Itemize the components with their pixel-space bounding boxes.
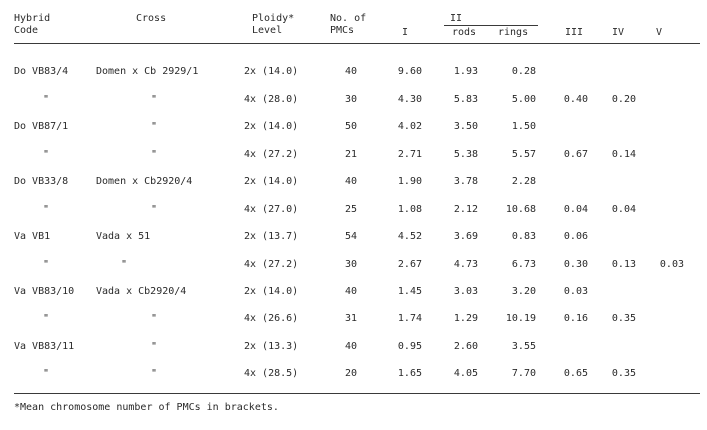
row-8-pmcs-cell: 30 <box>344 259 358 270</box>
row-10-pmcs-cell: 31 <box>344 313 358 324</box>
row-9-ploidy-cell: 2x (14.0) <box>244 286 299 297</box>
row-11-ploidy-cell: 2x (13.3) <box>244 341 299 352</box>
row-4-ploidy-cell: 4x (27.2) <box>244 149 299 160</box>
row-12-iii-cell: 0.65 <box>563 368 588 379</box>
row-1-cross-cell: Domen x Cb 2929/1 <box>96 66 199 77</box>
row-12-ploidy-cell: 4x (28.5) <box>244 368 299 379</box>
header-quadrivalents: IV <box>612 27 625 38</box>
row-11-pmcs-cell: 40 <box>344 341 358 352</box>
bottom-rule <box>14 393 700 394</box>
row-2-iv-cell: 0.20 <box>611 94 636 105</box>
row-2-cross-cell: " <box>150 94 158 105</box>
row-9-cross-cell: Vada x Cb2920/4 <box>96 286 187 297</box>
row-3-ploidy-cell: 2x (14.0) <box>244 121 299 132</box>
row-7-rods-cell: 3.69 <box>453 231 478 242</box>
row-8-ploidy-cell: 4x (27.2) <box>244 259 299 270</box>
row-10-iv-cell: 0.35 <box>611 313 636 324</box>
row-1-code-cell: Do VB83/4 <box>14 66 69 77</box>
row-12-cross-cell: " <box>150 368 158 379</box>
row-4-cross-cell: " <box>150 149 158 160</box>
row-12-rings-cell: 7.70 <box>511 368 536 379</box>
row-11-i-cell: 0.95 <box>397 341 422 352</box>
row-5-i-cell: 1.90 <box>397 176 422 187</box>
row-4-iv-cell: 0.14 <box>611 149 636 160</box>
row-10-i-cell: 1.74 <box>397 313 422 324</box>
row-1-rods-cell: 1.93 <box>453 66 478 77</box>
row-10-rings-cell: 10.19 <box>505 313 536 324</box>
row-6-iv-cell: 0.04 <box>611 204 636 215</box>
row-8-iv-cell: 0.13 <box>611 259 636 270</box>
row-9-rings-cell: 3.20 <box>511 286 536 297</box>
row-3-code-cell: Do VB87/1 <box>14 121 69 132</box>
row-6-i-cell: 1.08 <box>397 204 422 215</box>
row-3-pmcs-cell: 50 <box>344 121 358 132</box>
footnote: *Mean chromosome number of PMCs in brackets. <box>14 402 279 413</box>
header-univalents: I <box>402 27 409 38</box>
row-11-code-cell: Va VB83/11 <box>14 341 75 352</box>
row-6-rings-cell: 10.68 <box>505 204 536 215</box>
row-8-v-cell: 0.03 <box>659 259 684 270</box>
row-6-code-cell: " <box>42 204 50 215</box>
row-4-code-cell: " <box>42 149 50 160</box>
row-1-ploidy-cell: 2x (14.0) <box>244 66 299 77</box>
row-9-rods-cell: 3.03 <box>453 286 478 297</box>
row-10-code-cell: " <box>42 313 50 324</box>
row-5-code-cell: Do VB33/8 <box>14 176 69 187</box>
row-7-iii-cell: 0.06 <box>563 231 588 242</box>
bivalent-underline <box>444 25 538 26</box>
header-cross: Cross <box>136 13 167 24</box>
row-5-rings-cell: 2.28 <box>511 176 536 187</box>
row-3-rods-cell: 3.50 <box>453 121 478 132</box>
row-5-cross-cell: Domen x Cb2920/4 <box>96 176 193 187</box>
row-10-ploidy-cell: 4x (26.6) <box>244 313 299 324</box>
header-hybrid: Hybrid <box>14 13 51 24</box>
row-1-rings-cell: 0.28 <box>511 66 536 77</box>
row-2-ploidy-cell: 4x (28.0) <box>244 94 299 105</box>
row-2-pmcs-cell: 30 <box>344 94 358 105</box>
row-1-pmcs-cell: 40 <box>344 66 358 77</box>
row-9-i-cell: 1.45 <box>397 286 422 297</box>
row-4-rods-cell: 5.38 <box>453 149 478 160</box>
header-no-of: No. of <box>330 13 367 24</box>
row-9-pmcs-cell: 40 <box>344 286 358 297</box>
row-3-rings-cell: 1.50 <box>511 121 536 132</box>
header-pmcs: PMCs <box>330 25 355 36</box>
row-3-cross-cell: " <box>150 121 158 132</box>
row-11-cross-cell: " <box>150 341 158 352</box>
header-pentavalents: V <box>656 27 663 38</box>
row-2-rods-cell: 5.83 <box>453 94 478 105</box>
row-5-rods-cell: 3.78 <box>453 176 478 187</box>
row-11-rods-cell: 2.60 <box>453 341 478 352</box>
row-7-rings-cell: 0.83 <box>511 231 536 242</box>
row-3-i-cell: 4.02 <box>397 121 422 132</box>
row-12-iv-cell: 0.35 <box>611 368 636 379</box>
row-7-cross-cell: Vada x 51 <box>96 231 151 242</box>
header-rods: rods <box>452 27 477 38</box>
row-1-i-cell: 9.60 <box>397 66 422 77</box>
row-5-ploidy-cell: 2x (14.0) <box>244 176 299 187</box>
header-bivalents: II <box>450 13 463 24</box>
row-4-pmcs-cell: 21 <box>344 149 358 160</box>
row-11-rings-cell: 3.55 <box>511 341 536 352</box>
row-9-iii-cell: 0.03 <box>563 286 588 297</box>
row-12-rods-cell: 4.05 <box>453 368 478 379</box>
header-code: Code <box>14 25 39 36</box>
row-12-code-cell: " <box>42 368 50 379</box>
row-8-iii-cell: 0.30 <box>563 259 588 270</box>
row-7-code-cell: Va VB1 <box>14 231 51 242</box>
row-8-i-cell: 2.67 <box>397 259 422 270</box>
row-5-pmcs-cell: 40 <box>344 176 358 187</box>
row-4-rings-cell: 5.57 <box>511 149 536 160</box>
row-2-iii-cell: 0.40 <box>563 94 588 105</box>
row-12-pmcs-cell: 20 <box>344 368 358 379</box>
row-8-cross-cell: " <box>120 259 128 270</box>
row-10-iii-cell: 0.16 <box>563 313 588 324</box>
row-2-code-cell: " <box>42 94 50 105</box>
row-10-rods-cell: 1.29 <box>453 313 478 324</box>
row-8-code-cell: " <box>42 259 50 270</box>
row-12-i-cell: 1.65 <box>397 368 422 379</box>
row-2-rings-cell: 5.00 <box>511 94 536 105</box>
row-10-cross-cell: " <box>150 313 158 324</box>
row-7-pmcs-cell: 54 <box>344 231 358 242</box>
row-6-iii-cell: 0.04 <box>563 204 588 215</box>
row-7-ploidy-cell: 2x (13.7) <box>244 231 299 242</box>
header-rings: rings <box>498 27 529 38</box>
row-6-rods-cell: 2.12 <box>453 204 478 215</box>
header-ploidy: Ploidy* <box>252 13 295 24</box>
row-9-code-cell: Va VB83/10 <box>14 286 75 297</box>
header-rule <box>14 43 700 44</box>
row-6-ploidy-cell: 4x (27.0) <box>244 204 299 215</box>
row-4-i-cell: 2.71 <box>397 149 422 160</box>
header-trivalents: III <box>565 27 584 38</box>
row-7-i-cell: 4.52 <box>397 231 422 242</box>
row-6-cross-cell: " <box>150 204 158 215</box>
row-2-i-cell: 4.30 <box>397 94 422 105</box>
row-6-pmcs-cell: 25 <box>344 204 358 215</box>
header-level: Level <box>252 25 283 36</box>
row-8-rings-cell: 6.73 <box>511 259 536 270</box>
row-4-iii-cell: 0.67 <box>563 149 588 160</box>
row-8-rods-cell: 4.73 <box>453 259 478 270</box>
